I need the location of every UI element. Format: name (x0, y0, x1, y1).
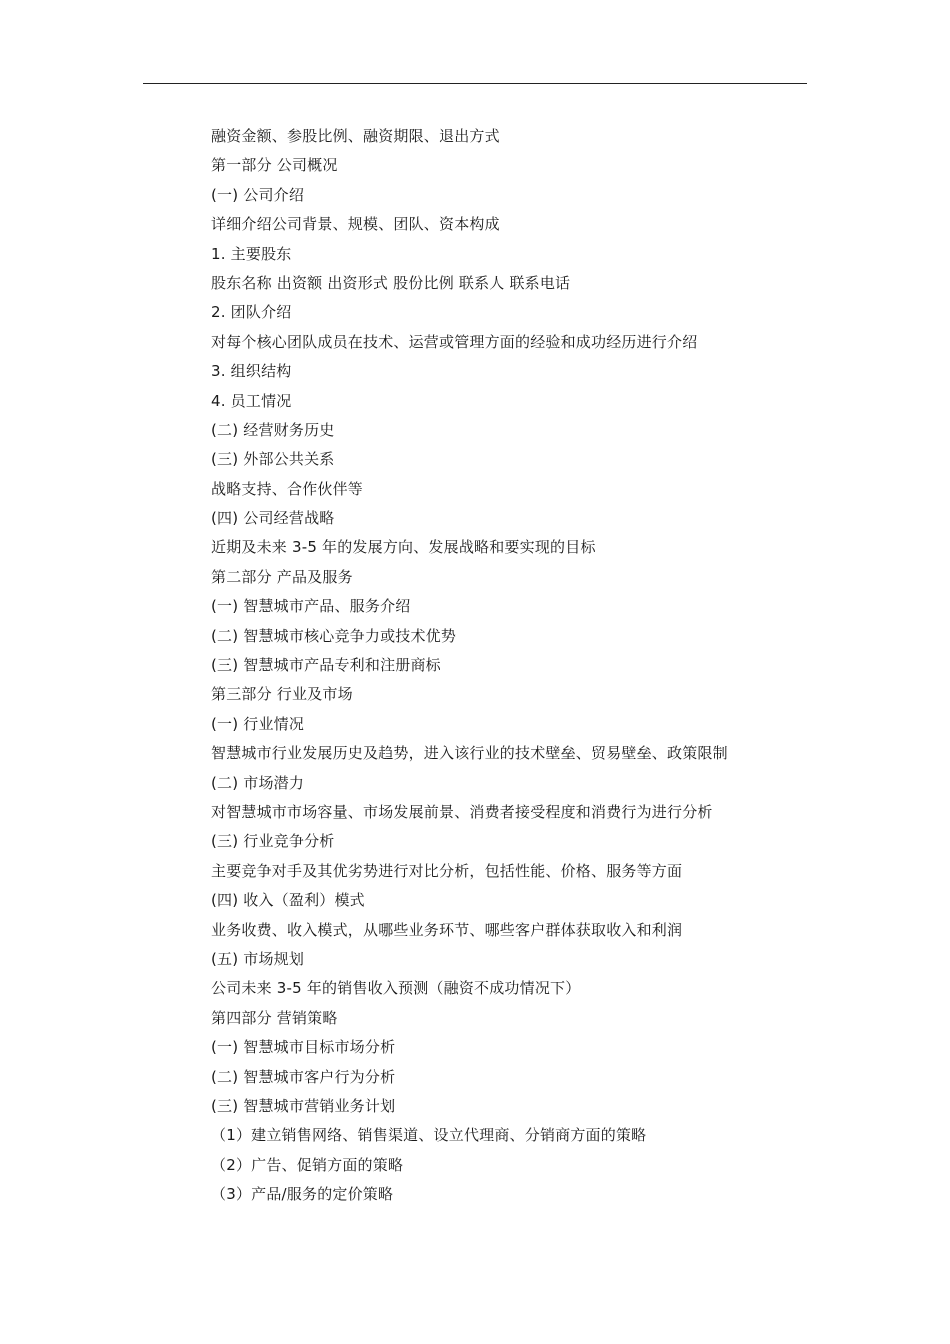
text-line: 1. 主要股东 (211, 244, 292, 263)
text-line: 第一部分 公司概况 (211, 156, 338, 175)
text-line: (一) 智慧城市产品、服务介绍 (211, 597, 411, 616)
text-line: (三) 外部公共关系 (211, 450, 335, 469)
text-line: 对每个核心团队成员在技术、运营或管理方面的经验和成功经历进行介绍 (211, 332, 698, 351)
text-line: (四) 收入（盈利）模式 (211, 891, 365, 910)
text-line: (一) 智慧城市目标市场分析 (211, 1038, 396, 1057)
document-body (211, 122, 811, 1209)
text-line: （2）广告、促销方面的策略 (211, 1155, 404, 1174)
text-line: 股东名称 出资额 出资形式 股份比例 联系人 联系电话 (211, 273, 571, 292)
text-line: （1）建立销售网络、销售渠道、设立代理商、分销商方面的策略 (211, 1126, 647, 1145)
text-line: (二) 智慧城市核心竞争力或技术优势 (211, 626, 457, 645)
text-line: 智慧城市行业发展历史及趋势，进入该行业的技术壁垒、贸易壁垒、政策限制 (211, 744, 728, 763)
text-line: 第四部分 营销策略 (211, 1008, 338, 1027)
text-line: 对智慧城市市场容量、市场发展前景、消费者接受程度和消费行为进行分析 (211, 802, 713, 821)
text-line: 近期及未来 3-5 年的发展方向、发展战略和要实现的目标 (211, 538, 596, 557)
text-line: (五) 市场规划 (211, 949, 305, 968)
text-line: (三) 行业竞争分析 (211, 832, 335, 851)
text-line: (一) 行业情况 (211, 714, 305, 733)
text-line: 详细介绍公司背景、规模、团队、资本构成 (211, 215, 500, 234)
text-line: 业务收费、收入模式，从哪些业务环节、哪些客户群体获取收入和利润 (211, 920, 683, 939)
text-line: 第三部分 行业及市场 (211, 685, 353, 704)
text-line: 融资金额、参股比例、融资期限、退出方式 (211, 127, 500, 145)
text-line: 公司未来 3-5 年的销售收入预测（融资不成功情况下） (211, 979, 581, 998)
text-line: 主要竞争对手及其优劣势进行对比分析，包括性能、价格、服务等方面 (211, 861, 683, 880)
text-line: (二) 市场潜力 (211, 773, 305, 792)
text-line: 4. 员工情况 (211, 391, 292, 410)
text-line: （3）产品/服务的定价策略 (211, 1185, 394, 1204)
text-line: 第二部分 产品及服务 (211, 567, 353, 586)
text-line: (四) 公司经营战略 (211, 509, 335, 528)
text-line: 2. 团队介绍 (211, 303, 292, 322)
text-line: (一) 公司介绍 (211, 185, 305, 204)
text-line: 3. 组织结构 (211, 362, 292, 381)
text-line: (二) 智慧城市客户行为分析 (211, 1067, 396, 1086)
header-rule (143, 83, 807, 84)
text-line: 战略支持、合作伙伴等 (211, 479, 364, 498)
text-line: (三) 智慧城市营销业务计划 (211, 1096, 396, 1115)
text-line: (二) 经营财务历史 (211, 420, 335, 439)
text-line: (三) 智慧城市产品专利和注册商标 (211, 656, 441, 675)
